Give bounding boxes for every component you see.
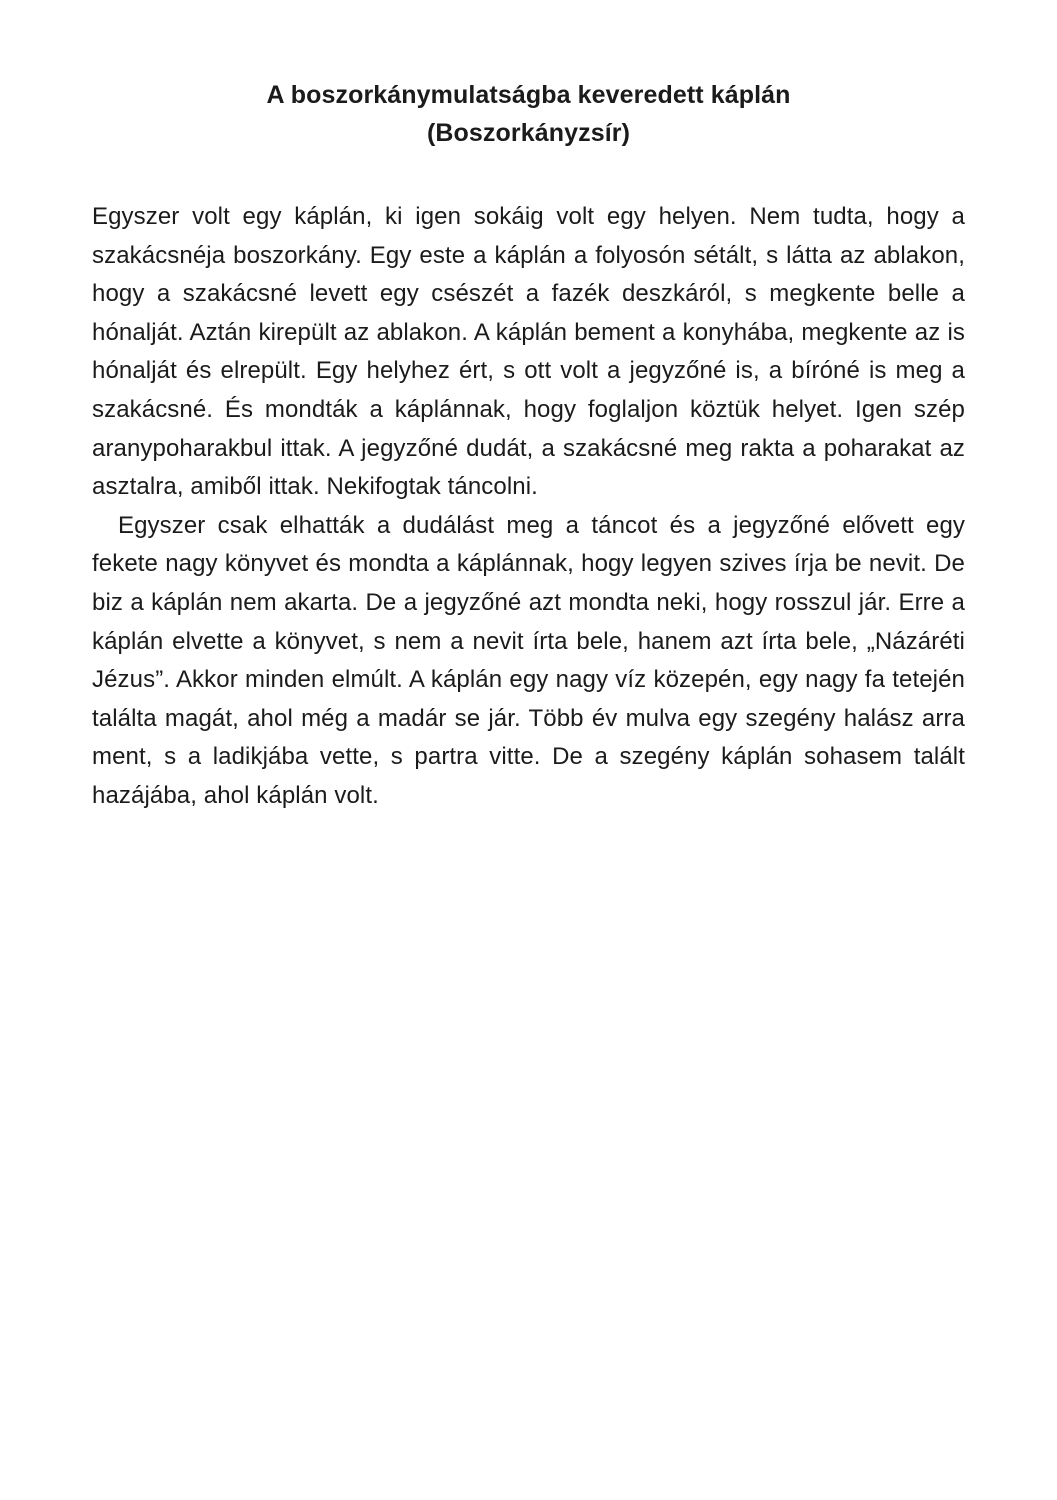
document-body	[92, 198, 965, 816]
paragraph-2: Egyszer csak elhatták a dudálást meg a táncot és a jegyzőné elővett egy fekete nagy könyvet és mondta a káplánnak, hogy legyen szives írja be nevit. De biz a káplán nem akarta. De a jegyzőné azt mondta neki, hogy rosszul jár. Erre a káplán elvette a könyvet, s nem a nevit írta bele, hanem azt írta bele, „Názáréti Jézus”. Akkor minden elmúlt. A káplán egy nagy víz közepén, egy nagy fa tetején találta magát, ahol még a madár se jár. Több év mulva egy szegény halász arra ment, s a ladikjába vette, s partra vitte. De a szegény káplán sohasem talált hazájába, ahol káplán volt.	[92, 511, 965, 809]
document-title	[92, 76, 965, 152]
title-line-2: (Boszorkányzsír)	[426, 119, 631, 147]
title-line-1: A boszorkánymulatságba keveredett káplán	[266, 81, 791, 109]
paragraph-1: Egyszer volt egy káplán, ki igen sokáig volt egy helyen. Nem tudta, hogy a szakácsnéja boszorkány. Egy este a káplán a folyosón sétált, s látta az ablakon, hogy a szakácsné levett egy csészét a fazék deszkáról, s megkente belle a hónalját. Aztán kirepült az ablakon. A káplán bement a konyhába, megkente az is hónalját és elrepült. Egy helyhez ért, s ott volt a jegyzőné is, a bíróné is meg a szakácsné. És mondták a káplánnak, hogy foglaljon köztük helyet. Igen szép aranypoharakbul ittak. A jegyzőné dudát, a szakácsné meg rakta a poharakat az asztalra, amiből ittak. Nekifogtak táncolni.	[92, 203, 965, 501]
